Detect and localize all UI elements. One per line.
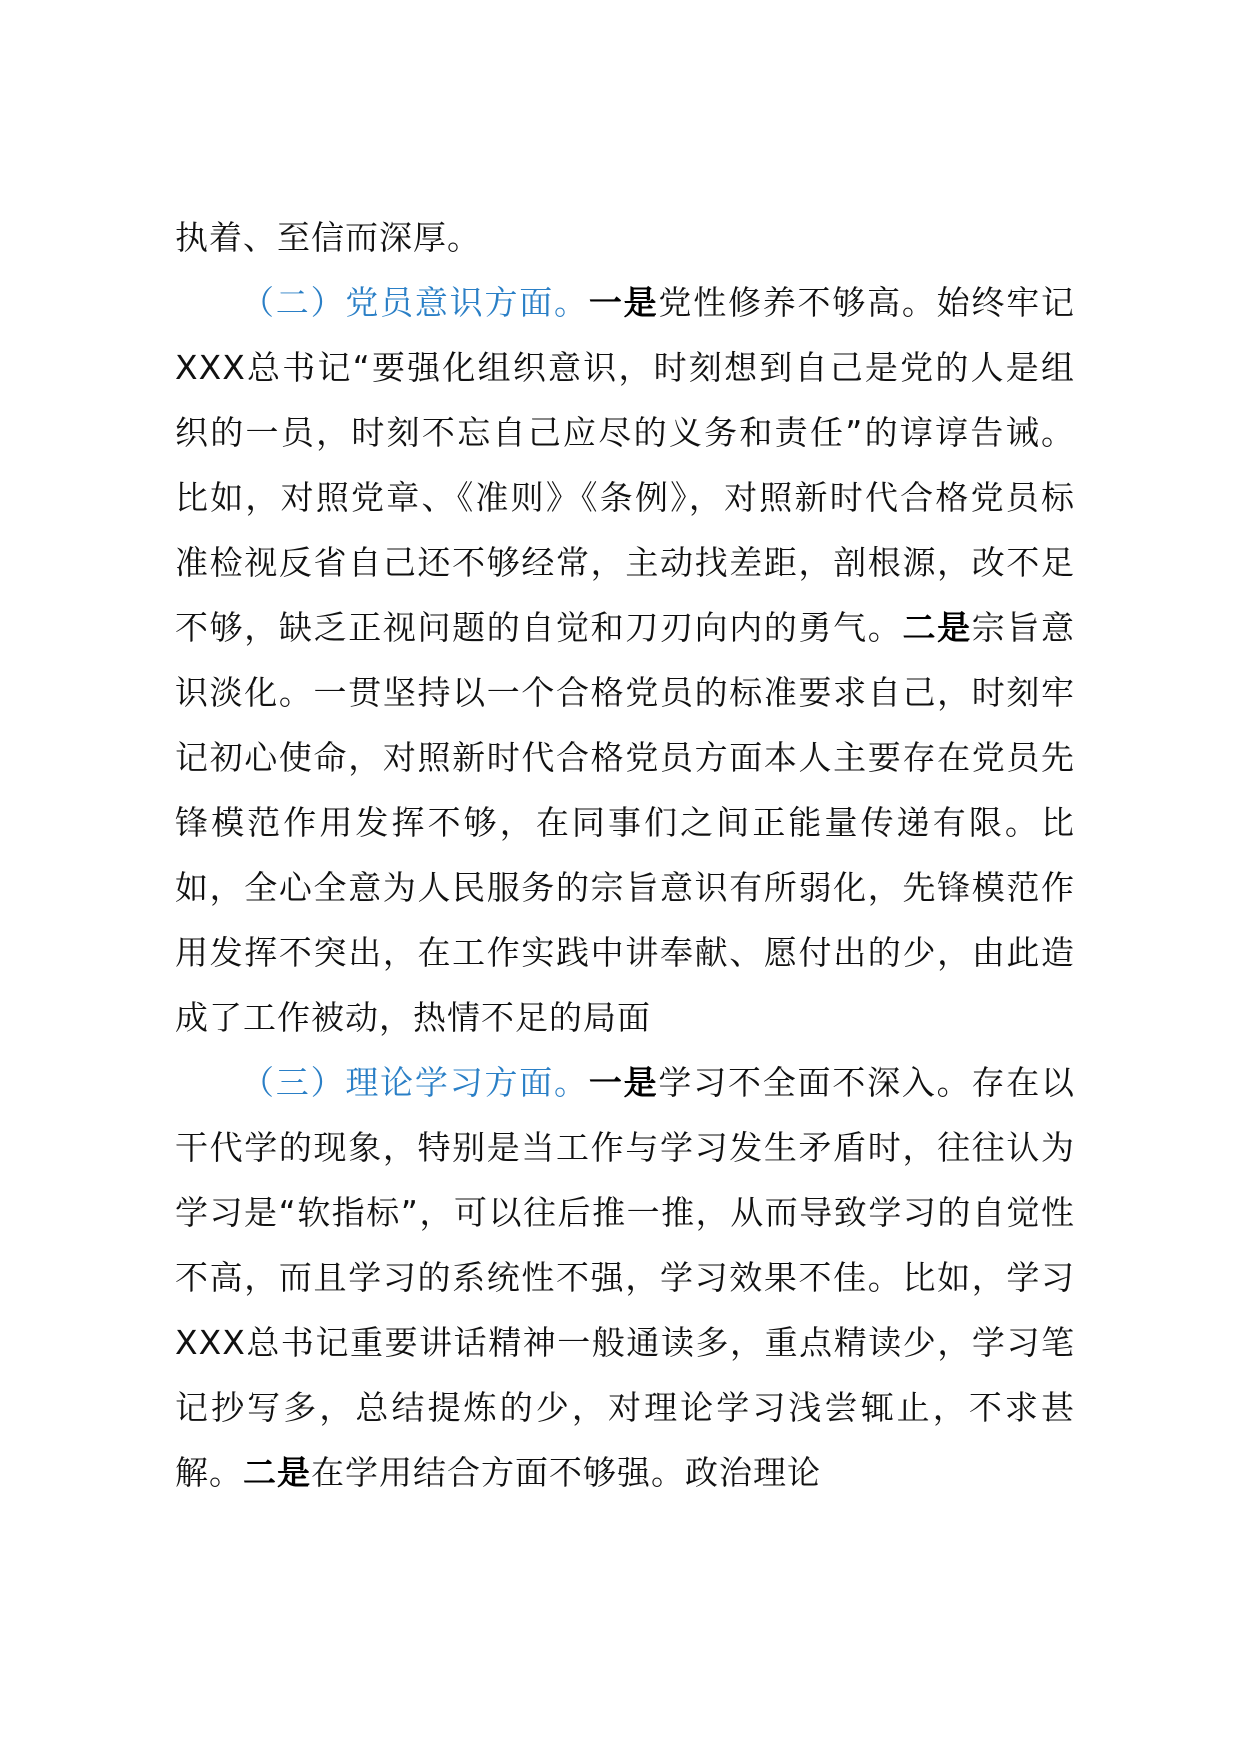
point-marker-second: 二是 — [243, 1453, 311, 1492]
paragraph-continuation — [175, 205, 1075, 270]
point-marker-second: 二是 — [902, 608, 972, 647]
body-text: 宗旨意识淡化。一贯坚持以一个合格党员的标准要求自己，时刻牢记初心使命，对照新时代合格党员方面本人主要存在党员先锋模范作用发挥不够，在同事们之间正能量传递有限。比如，全心全意为人民服务的宗旨意识有所弱化，先锋模范作用发挥不突出，在工作实践中讲奉献、愿付出的少，由此造成了工作被动，热情不足的局面 — [175, 608, 1076, 1037]
paragraph-party-member-awareness — [175, 270, 1075, 1050]
body-text: 党性修养不够高。始终牢记XXX总书记“要强化组织意识，时刻想到自己是党的人是组织的一员，时刻不忘自己应尽的义务和责任”的谆谆告诫。比如，对照党章、《准则》《条例》，对照新时代合格党员标准检视反省自己还不够经常，主动找差距，剖根源，改不足不够，缺乏正视问题的自觉和刀刃向内的勇气。 — [175, 283, 1076, 647]
point-marker-first: 一是 — [588, 1063, 659, 1102]
body-text: 学习不全面不深入。存在以干代学的现象，特别是当工作与学习发生矛盾时，往往认为学习是“软指标”，可以往后推一推，从而导致学习的自觉性不高，而且学习的系统性不强，学习效果不佳。比如，学习XXX总书记重要讲话精神一般通读多，重点精读少，学习笔记抄写多，总结提炼的少，对理论学习浅尝辄止，不求甚解。 — [175, 1063, 1076, 1492]
body-text: 执着、至信而深厚。 — [175, 218, 481, 257]
section-heading-theory-study: （三）理论学习方面。 — [241, 1063, 589, 1102]
point-marker-first: 一是 — [588, 283, 659, 322]
section-heading-party-awareness: （二）党员意识方面。 — [241, 283, 589, 322]
body-text: 在学用结合方面不够强。政治理论 — [311, 1453, 821, 1492]
document-body — [175, 205, 1075, 1505]
paragraph-theory-study — [175, 1050, 1075, 1505]
